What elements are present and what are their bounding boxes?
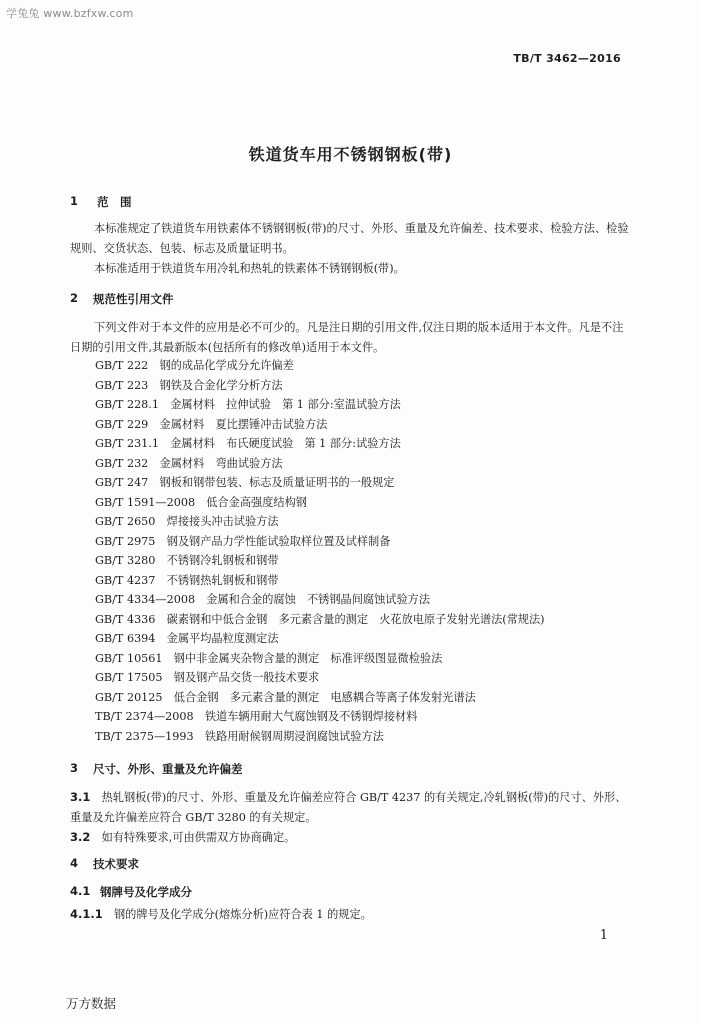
footer-source: 万方数据 bbox=[66, 996, 117, 1011]
reference-title: 金属材料 夏比摆锤冲击试验方法 bbox=[159, 417, 328, 431]
reference-code: GB/T 223 bbox=[95, 378, 149, 392]
reference-item bbox=[95, 707, 545, 727]
reference-title: 钢及钢产品力学性能试验取样位置及试样制备 bbox=[166, 534, 391, 548]
reference-item bbox=[95, 571, 545, 591]
reference-item bbox=[95, 649, 545, 669]
reference-separator bbox=[159, 437, 170, 450]
reference-separator bbox=[155, 613, 166, 626]
document-title: 铁道货车用不锈钢钢板(带) bbox=[248, 145, 453, 164]
reference-separator bbox=[163, 671, 174, 684]
reference-separator bbox=[155, 515, 166, 528]
section-2-number: 2 bbox=[70, 291, 79, 305]
reference-code: GB/T 232 bbox=[95, 456, 149, 470]
reference-separator bbox=[195, 593, 206, 606]
reference-title: 钢的成品化学成分允许偏差 bbox=[159, 359, 294, 372]
reference-item bbox=[95, 668, 545, 688]
clause-4-1-1-number: 4.1.1 bbox=[70, 907, 103, 921]
reference-item bbox=[95, 356, 545, 376]
clause-3-1-text: 热轧钢板(带)的尺寸、外形、重量及允许偏差应符合 GB/T 4237 的有关规定,冷轧钢板(带)的尺寸、外形、重量及允许偏差应符合 GB/T 3280 的有关规定。 bbox=[70, 791, 627, 824]
reference-code: GB/T 2650 bbox=[95, 515, 156, 528]
clause-3-1-number: 3.1 bbox=[70, 790, 91, 804]
reference-separator bbox=[155, 535, 166, 548]
section-1-para-1: 本标准规定了铁道货车用铁素体不锈钢钢板(带)的尺寸、外形、重量及允许偏差、技术要求、检验方法、检验规则、交货状态、包装、标志及质量证明书。 bbox=[70, 222, 629, 255]
reference-title: 钢铁及合金化学分析方法 bbox=[159, 378, 283, 392]
reference-title: 铁道车辆用耐大气腐蚀钢及不锈钢焊接材料 bbox=[204, 710, 418, 723]
reference-code: GB/T 20125 bbox=[95, 690, 163, 704]
reference-code: GB/T 3280 bbox=[95, 554, 156, 567]
reference-item bbox=[95, 376, 545, 396]
section-1-number: 1 bbox=[70, 194, 79, 208]
reference-separator bbox=[163, 652, 174, 665]
reference-code: GB/T 229 bbox=[95, 417, 149, 431]
reference-code: GB/T 228.1 bbox=[95, 398, 159, 411]
reference-title: 低合金钢 多元素含量的测定 电感耦合等离子体发射光谱法 bbox=[173, 690, 476, 704]
clause-4-1-number: 4.1 bbox=[70, 884, 91, 898]
reference-code: GB/T 2975 bbox=[95, 534, 156, 548]
reference-code: TB/T 2374—2008 bbox=[95, 710, 194, 723]
reference-separator bbox=[148, 476, 159, 489]
reference-code: GB/T 10561 bbox=[95, 651, 163, 665]
reference-item bbox=[95, 512, 545, 532]
reference-code: GB/T 4237 bbox=[95, 573, 156, 587]
reference-title: 金属和合金的腐蚀 不锈钢晶间腐蚀试验方法 bbox=[206, 593, 431, 606]
clause-3-2-text: 如有特殊要求,可由供需双方协商确定。 bbox=[101, 831, 296, 844]
reference-title: 金属材料 布氏硬度试验 第 1 部分:试验方法 bbox=[170, 437, 401, 450]
reference-title: 铁路用耐候钢周期浸润腐蚀试验方法 bbox=[204, 729, 384, 743]
clause-3-1 bbox=[70, 787, 630, 828]
reference-item bbox=[95, 629, 545, 649]
reference-item bbox=[95, 590, 545, 610]
reference-title: 不锈钢冷轧钢板和钢带 bbox=[166, 554, 279, 567]
reference-separator bbox=[194, 730, 205, 743]
reference-item bbox=[95, 395, 545, 415]
reference-code: GB/T 222 bbox=[95, 359, 149, 372]
reference-item bbox=[95, 688, 545, 708]
reference-item bbox=[95, 610, 545, 630]
reference-title: 钢及钢产品交货一般技术要求 bbox=[173, 671, 320, 684]
reference-title: 金属材料 拉伸试验 第 1 部分:室温试验方法 bbox=[170, 398, 401, 411]
reference-separator bbox=[159, 398, 170, 411]
section-4-heading: 技术要求 bbox=[93, 857, 139, 871]
section-2-heading: 规范性引用文件 bbox=[93, 292, 174, 306]
reference-code: GB/T 4334—2008 bbox=[95, 593, 196, 606]
reference-item bbox=[95, 532, 545, 552]
watermark: 学兔兔 www.bzfxw.com bbox=[6, 7, 134, 20]
reference-code: GB/T 4336 bbox=[95, 612, 156, 626]
reference-code: GB/T 247 bbox=[95, 476, 149, 489]
reference-separator bbox=[148, 457, 159, 470]
standard-number: TB/T 3462—2016 bbox=[513, 52, 621, 65]
section-2-intro-text: 下列文件对于本文件的应用是必不可少的。凡是注日期的引用文件,仅注日期的版本适用于本文件。凡是不注日期的引用文件,其最新版本(包括所有的修改单)适用于本文件。 bbox=[70, 321, 624, 354]
clause-4-1-heading: 钢牌号及化学成分 bbox=[100, 885, 192, 899]
reference-title: 金属材料 弯曲试验方法 bbox=[159, 456, 283, 470]
reference-title: 不锈钢热轧钢板和钢带 bbox=[166, 573, 279, 587]
reference-separator bbox=[194, 710, 205, 723]
reference-item bbox=[95, 727, 545, 747]
reference-code: TB/T 2375—1993 bbox=[95, 729, 194, 743]
section-4-number: 4 bbox=[70, 856, 79, 870]
section-3-heading: 尺寸、外形、重量及允许偏差 bbox=[93, 762, 243, 776]
reference-title: 钢中非金属夹杂物含量的测定 标准评级图显微检验法 bbox=[173, 651, 443, 665]
clause-4-1-1-text: 钢的牌号及化学成分(熔炼分析)应符合表 1 的规定。 bbox=[113, 908, 372, 921]
reference-title: 焊接接头冲击试验方法 bbox=[166, 515, 279, 528]
reference-item bbox=[95, 493, 545, 513]
reference-item bbox=[95, 454, 545, 474]
reference-code: GB/T 17505 bbox=[95, 671, 163, 684]
reference-item bbox=[95, 415, 545, 435]
reference-item bbox=[95, 473, 545, 493]
clause-3-2-number: 3.2 bbox=[70, 830, 91, 844]
reference-separator bbox=[148, 418, 159, 431]
page-number: 1 bbox=[599, 928, 608, 943]
reference-separator bbox=[163, 691, 174, 704]
section-1-para-2: 本标准适用于铁道货车用冷轧和热轧的铁素体不锈钢钢板(带)。 bbox=[94, 262, 405, 275]
reference-title: 金属平均晶粒度测定法 bbox=[166, 632, 279, 645]
section-2-intro bbox=[70, 318, 630, 358]
normative-reference-list bbox=[95, 356, 545, 746]
section-1-body bbox=[70, 219, 630, 279]
reference-separator bbox=[195, 496, 206, 509]
reference-separator bbox=[148, 379, 159, 392]
reference-item bbox=[95, 551, 545, 571]
reference-code: GB/T 231.1 bbox=[95, 437, 159, 450]
section-1-heading: 范 围 bbox=[97, 195, 132, 209]
reference-title: 低合金高强度结构钢 bbox=[206, 495, 307, 509]
reference-title: 碳素钢和中低合金钢 多元素含量的测定 火花放电原子发射光谱法(常规法) bbox=[166, 612, 545, 626]
clause-4-1-1 bbox=[70, 904, 372, 925]
clause-3-2 bbox=[70, 827, 630, 848]
reference-separator bbox=[155, 554, 166, 567]
reference-code: GB/T 6394 bbox=[95, 632, 156, 645]
reference-separator bbox=[155, 574, 166, 587]
reference-title: 钢板和钢带包装、标志及质量证明书的一般规定 bbox=[159, 476, 395, 489]
section-3-number: 3 bbox=[70, 761, 79, 775]
reference-item bbox=[95, 434, 545, 454]
reference-separator bbox=[148, 359, 159, 372]
reference-code: GB/T 1591—2008 bbox=[95, 495, 196, 509]
reference-separator bbox=[155, 632, 166, 645]
